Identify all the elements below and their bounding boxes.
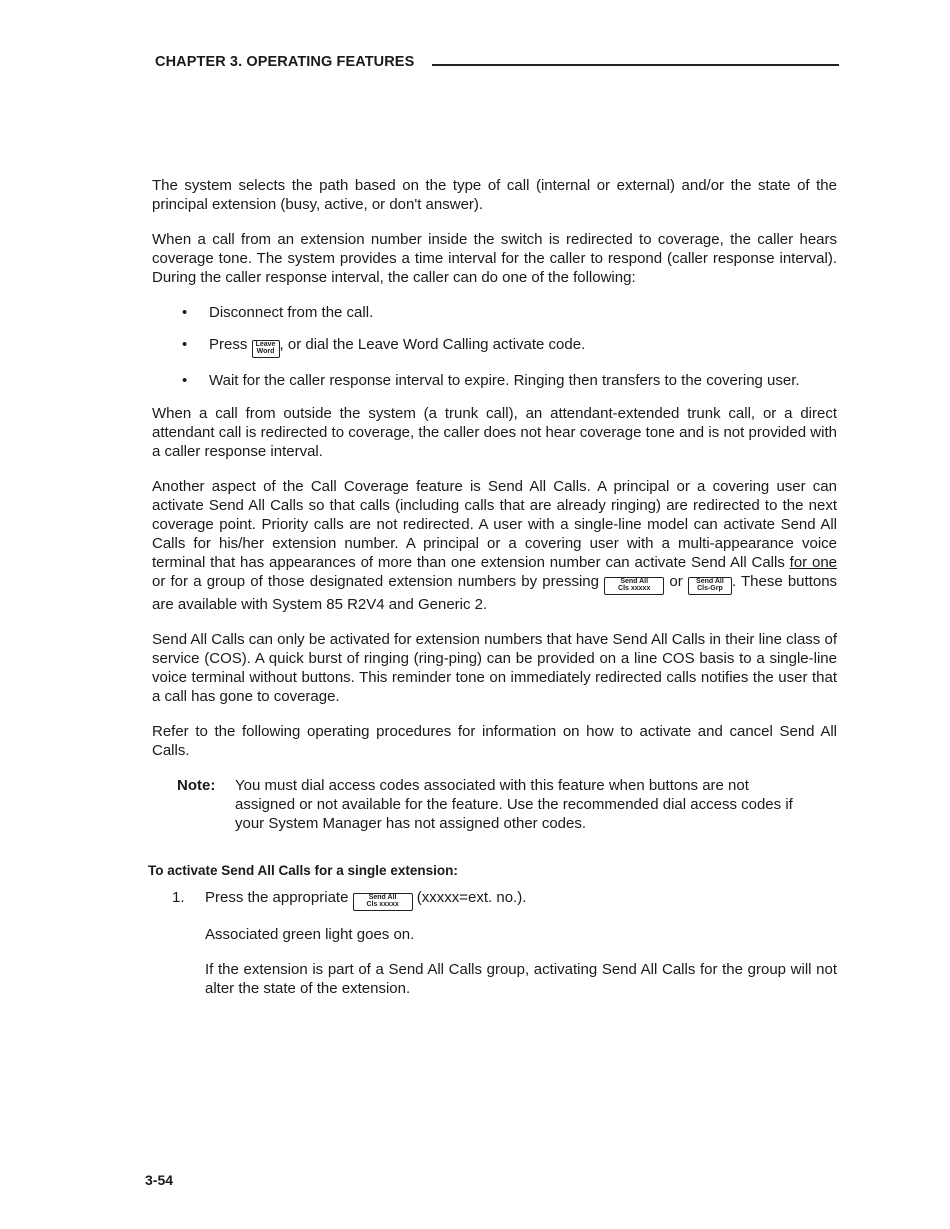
bullet-icon: •: [182, 336, 188, 353]
list-item: • Wait for the caller response interval to expire. Ringing then transfers to the covering user.: [182, 372, 800, 389]
paragraph-coverage-tone: When a call from an extension number inside the switch is redirected to coverage, the caller hears coverage tone. The system provides a time interval for the caller to respond (caller response interval). During the caller response interval, the caller can do one of the following:: [152, 231, 837, 286]
chapter-title: CHAPTER 3. OPERATING FEATURES: [155, 54, 415, 70]
step-text: Press the appropriate Send All Cls xxxxx (xxxxx=ext. no.).: [205, 888, 526, 911]
list-item: • Press Leave Word , or dial the Leave Word Calling activate code.: [152, 335, 837, 358]
bullet-icon: •: [182, 304, 188, 321]
procedure-heading: To activate Send All Calls for a single extension:: [148, 863, 458, 878]
send-all-calls-ext-key-icon: Send All Cls xxxxx: [353, 893, 413, 911]
page-number: 3-54: [145, 1172, 174, 1188]
note-label: Note:: [177, 777, 216, 794]
list-item: • Disconnect from the call.: [182, 304, 374, 321]
step-result: Associated green light goes on.: [205, 926, 415, 943]
page-header: [155, 54, 839, 70]
paragraph-path-selection: The system selects the path based on the type of call (internal or external) and/or the state of the principal extension (busy, active, or don't answer).: [152, 177, 837, 213]
step-detail: If the extension is part of a Send All Calls group, activating Send All Calls for the group will not alter the state of the extension.: [205, 961, 837, 997]
bullet-icon: •: [182, 372, 188, 389]
note-text: You must dial access codes associated with this feature when buttons are not assigned or not available for the feature. Use the recommended dial access codes if your System Manager has not assigned other codes.: [235, 777, 793, 832]
paragraph-cos: Send All Calls can only be activated for extension numbers that have Send All Calls in their line class of service (COS). A quick burst of ringing (ring-ping) can be provided on a line COS basis to a single-line voice terminal without buttons. This reminder tone on immediately redirected calls notifies the user that a call has gone to coverage.: [152, 631, 837, 705]
page-content: [148, 176, 838, 1014]
procedure-step: [172, 888, 837, 911]
step-number: 1.: [172, 889, 185, 906]
caller-options-list: [152, 303, 837, 390]
leave-word-key-icon: Leave Word: [252, 340, 280, 358]
header-rule: [432, 64, 839, 66]
paragraph-send-all-calls: Another aspect of the Call Coverage feature is Send All Calls. A principal or a covering user can activate Send All Calls so that calls (including calls that are already ringing) are redirected to the next coverage point. Priority calls are not redirected. A user with a single-line model can activate Send All Calls for his/her extension number. A principal or a covering user with a multi-appearance voice terminal that has appearances of more than one extension number can activate Send All Calls for one or for a group of those designated extension numbers by pressing Send All Cls xxxxx or Send All Cls-Grp . These buttons are available with System 85 R2V4 and Generic 2.: [152, 478, 838, 613]
paragraph-refer: Refer to the following operating procedures for information on how to activate and cancel Send All Calls.: [152, 723, 837, 759]
paragraph-trunk-call: When a call from outside the system (a trunk call), an attendant-extended trunk call, or a direct attendant call is redirected to coverage, the caller does not hear coverage tone and is not provided with a caller response interval.: [152, 405, 837, 460]
send-all-calls-ext-key-icon: Send All Cls xxxxx: [604, 577, 664, 595]
note-block: [177, 776, 837, 833]
send-all-calls-group-key-icon: Send All Cls-Grp: [688, 577, 732, 595]
